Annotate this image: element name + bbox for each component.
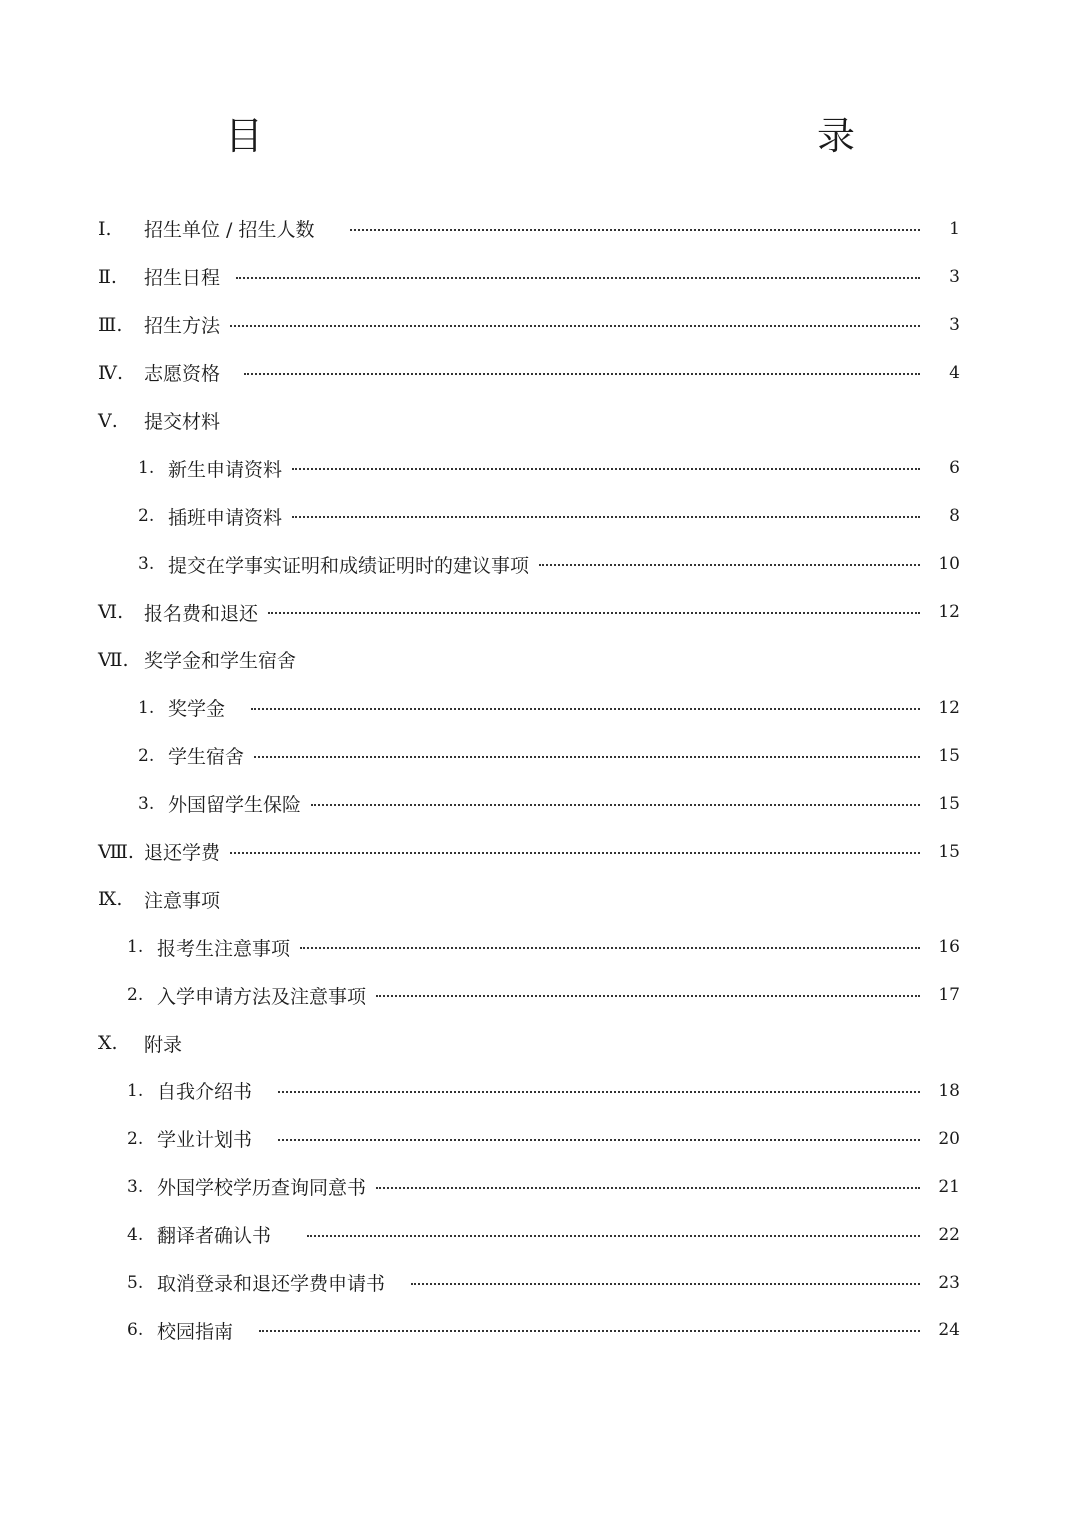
- toc-leader-dots: [254, 756, 920, 758]
- toc-entry-number: Ⅵ.: [98, 601, 124, 624]
- toc-entry[interactable]: [0, 205, 1080, 253]
- toc-entry[interactable]: [0, 301, 1080, 349]
- toc-leader-dots: [259, 1330, 920, 1332]
- toc-entry[interactable]: [0, 444, 1080, 492]
- toc-entry-number: 6.: [127, 1320, 144, 1341]
- toc-entry-page: 15: [938, 745, 960, 766]
- toc-entry-label: 插班申请资料: [168, 506, 283, 529]
- toc-entry-page: 1: [949, 218, 960, 239]
- table-of-contents: [0, 205, 1080, 1354]
- toc-entry-number: Ⅸ.: [98, 888, 123, 911]
- toc-leader-dots: [376, 995, 920, 997]
- toc-leader-dots: [230, 852, 920, 854]
- toc-entry-label: 提交在学事实证明和成绩证明时的建议事项: [168, 554, 530, 577]
- toc-entry-number: Ⅶ.: [98, 648, 129, 671]
- toc-entry[interactable]: [0, 636, 1080, 684]
- toc-entry[interactable]: [0, 1163, 1080, 1211]
- toc-leader-dots: [539, 564, 920, 566]
- toc-entry-page: 12: [938, 602, 960, 623]
- toc-entry-page: 18: [938, 1080, 960, 1101]
- toc-entry-label: 新生申请资料: [168, 458, 283, 481]
- toc-entry[interactable]: [0, 732, 1080, 780]
- toc-leader-dots: [278, 1139, 920, 1141]
- toc-leader-dots: [244, 373, 920, 375]
- toc-entry-page: 10: [938, 554, 960, 575]
- toc-entry-number: Ⅱ.: [98, 265, 117, 288]
- toc-entry-label: 学生宿舍: [168, 746, 245, 769]
- toc-entry[interactable]: [0, 1211, 1080, 1259]
- toc-leader-dots: [230, 325, 920, 327]
- toc-entry[interactable]: [0, 349, 1080, 397]
- toc-entry-page: 3: [949, 266, 960, 287]
- toc-entry[interactable]: [0, 1259, 1080, 1307]
- toc-entry-page: 17: [938, 985, 960, 1006]
- toc-entry-label: 招生单位 / 招生人数: [144, 219, 315, 242]
- toc-entry-label: 外国学校学历查询同意书: [157, 1177, 367, 1200]
- toc-leader-dots: [292, 516, 920, 518]
- toc-entry-page: 4: [949, 362, 960, 383]
- toc-entry-page: 15: [938, 841, 960, 862]
- toc-entry-label: 自我介绍书: [157, 1081, 253, 1104]
- toc-entry[interactable]: [0, 875, 1080, 923]
- toc-leader-dots: [278, 1091, 920, 1093]
- toc-entry-page: 23: [938, 1272, 960, 1293]
- toc-entry[interactable]: [0, 397, 1080, 445]
- toc-entry[interactable]: [0, 828, 1080, 876]
- toc-entry-number: 2.: [127, 1128, 144, 1149]
- toc-entry-number: 1.: [138, 697, 155, 718]
- toc-leader-dots: [300, 947, 920, 949]
- toc-entry-number: 1.: [138, 458, 155, 479]
- toc-entry-number: Ⅳ.: [98, 361, 124, 384]
- toc-entry-page: 21: [938, 1176, 960, 1197]
- toc-entry-label: 入学申请方法及注意事项: [157, 985, 367, 1008]
- toc-entry[interactable]: [0, 971, 1080, 1019]
- toc-entry[interactable]: [0, 780, 1080, 828]
- toc-entry[interactable]: [0, 923, 1080, 971]
- toc-entry-label: 注意事项: [144, 889, 221, 912]
- toc-entry-page: 12: [938, 697, 960, 718]
- toc-leader-dots: [411, 1283, 920, 1285]
- toc-entry-label: 外国留学生保险: [168, 794, 302, 817]
- toc-entry[interactable]: [0, 1067, 1080, 1115]
- toc-entry-label: 招生方法: [144, 315, 221, 338]
- toc-entry-number: 5.: [127, 1272, 144, 1293]
- toc-entry-label: 学业计划书: [157, 1129, 253, 1152]
- toc-entry-number: 3.: [127, 1176, 144, 1197]
- toc-entry-label: 报考生注意事项: [157, 937, 291, 960]
- toc-entry-label: 退还学费: [144, 842, 221, 865]
- toc-entry[interactable]: [0, 1115, 1080, 1163]
- toc-entry-label: 校园指南: [157, 1320, 234, 1343]
- toc-entry-page: 24: [938, 1320, 960, 1341]
- toc-entry-number: Ⅲ.: [98, 313, 123, 336]
- toc-entry-label: 翻译者确认书: [157, 1225, 272, 1248]
- toc-entry-number: 2.: [138, 745, 155, 766]
- toc-entry-number: 4.: [127, 1224, 144, 1245]
- toc-entry-label: 报名费和退还: [144, 602, 259, 625]
- toc-entry-number: 3.: [138, 793, 155, 814]
- toc-entry-number: 2.: [127, 985, 144, 1006]
- toc-entry-page: 6: [949, 458, 960, 479]
- toc-entry[interactable]: [0, 684, 1080, 732]
- toc-leader-dots: [236, 277, 920, 279]
- toc-entry-page: 3: [949, 314, 960, 335]
- toc-entry-label: 取消登录和退还学费申请书: [157, 1273, 386, 1296]
- toc-entry-label: 奖学金: [168, 698, 226, 721]
- toc-entry-page: 20: [938, 1128, 960, 1149]
- toc-leader-dots: [311, 804, 920, 806]
- toc-entry-number: Ⅹ.: [98, 1032, 118, 1055]
- toc-entry-number: 3.: [138, 554, 155, 575]
- toc-leader-dots: [251, 708, 920, 710]
- toc-entry-page: 22: [938, 1224, 960, 1245]
- page-title: 目 录: [224, 114, 965, 158]
- toc-entry-number: Ⅰ.: [98, 217, 112, 240]
- toc-leader-dots: [268, 612, 920, 614]
- toc-entry[interactable]: [0, 1306, 1080, 1354]
- toc-entry-label: 奖学金和学生宿舍: [144, 650, 297, 673]
- toc-entry-number: Ⅴ.: [98, 409, 118, 432]
- toc-entry[interactable]: [0, 1019, 1080, 1067]
- toc-entry-page: 8: [949, 506, 960, 527]
- toc-entry[interactable]: [0, 253, 1080, 301]
- toc-entry-number: Ⅷ.: [98, 840, 134, 863]
- toc-entry-number: 1.: [127, 937, 144, 958]
- toc-entry-number: 1.: [127, 1080, 144, 1101]
- toc-entry[interactable]: [0, 540, 1080, 588]
- toc-entry-page: 15: [938, 793, 960, 814]
- toc-entry-label: 招生日程: [144, 267, 221, 290]
- toc-leader-dots: [350, 229, 920, 231]
- toc-leader-dots: [307, 1235, 920, 1237]
- toc-leader-dots: [292, 468, 920, 470]
- toc-entry-label: 志愿资格: [144, 363, 221, 386]
- toc-entry[interactable]: [0, 492, 1080, 540]
- toc-entry-label: 提交材料: [144, 411, 221, 433]
- toc-entry-number: 2.: [138, 506, 155, 527]
- toc-entry-label: 附录: [144, 1033, 183, 1056]
- toc-entry-page: 16: [938, 937, 960, 958]
- toc-entry[interactable]: [0, 588, 1080, 636]
- toc-leader-dots: [376, 1187, 920, 1189]
